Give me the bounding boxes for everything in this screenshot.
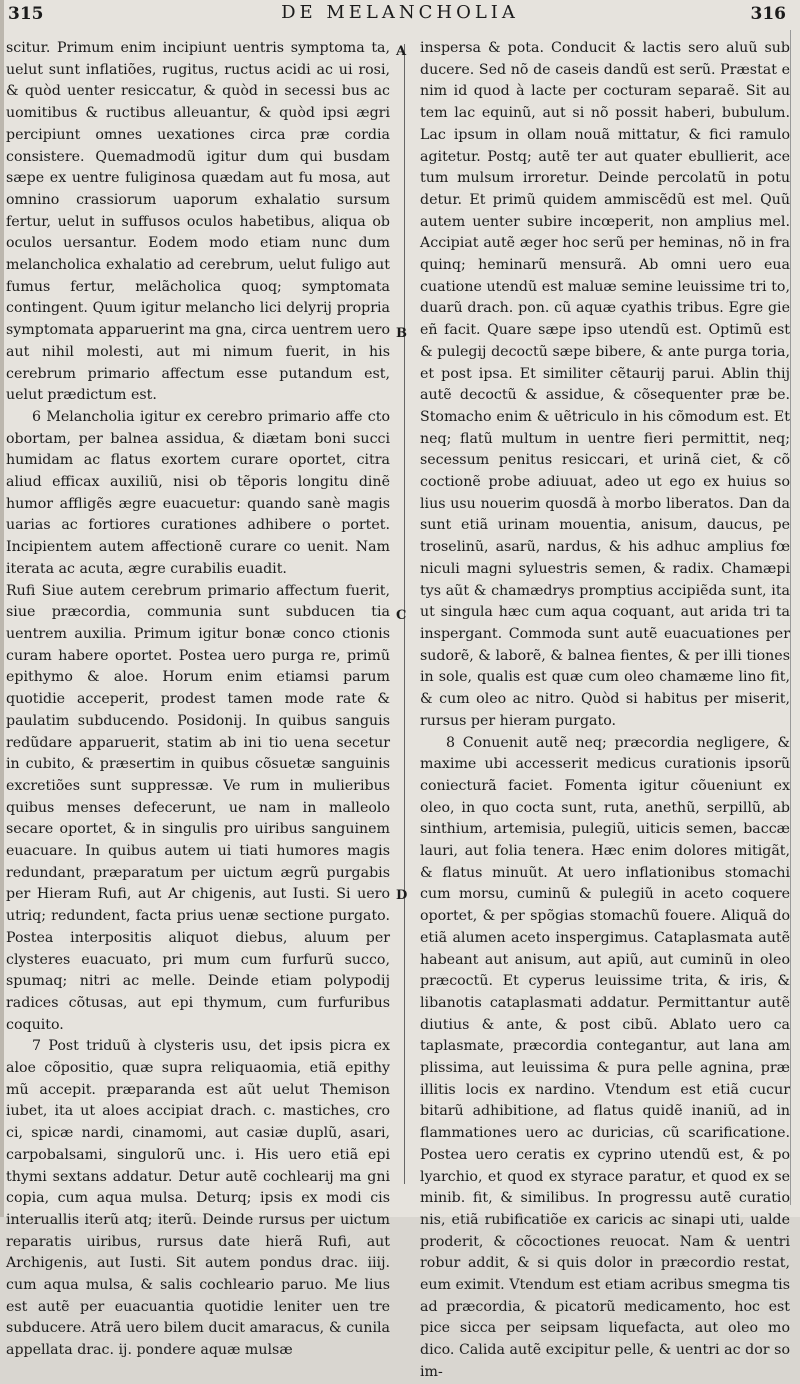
page-header bbox=[0, 0, 800, 34]
paragraph: Rufi Siue autem cerebrum primario affectum fuerit, siue præcordia, communia sunt subducen tia uentrem auxilia. Primum igitur bonæ conco ctionis curam habere oportet. Postea uero purga re, primũ epithymo & aloe. Horum enim etiamsi parum quotidie acceperit, prodest tamen mode rate & paulatim subducendo. Posidonij. In quibus sanguis redũdare apparuerit, statim ab ini tio uena secetur in cubito, & præsertim in quibus cõsuetæ sanguinis excretiões sunt suppressæ. Ve rum in mulieribus quibus menses defecerunt, ue nam in malleolo secare oportet, & in singulis pro uiribus sanguinem euacuare. In quibus autem ui tiati humores magis redundant, præparatum per uictum ægrũ purgabis per Hieram Rufi, aut Ar chigenis, aut Iusti. Si uero utriq; redundent, facta prius uenæ sectione purgato. Postea interpositis aliquot diebus, aluum per clysteres euacuato, pri mum cum furfurũ succo, spumaq; nitri ac melle. Deinde etiam polypodij radices cõtusas, aut epi thymum, cum furfuribus coquito. bbox=[6, 582, 390, 1033]
section-marker-d: D bbox=[396, 888, 408, 903]
right-page-number: 316 bbox=[750, 4, 786, 24]
paragraph: scitur. Primum enim incipiunt uentris symptoma ta, uelut sunt inflatiões, rugitus, ructus acidi ac ui rosi, & quòd uenter resiccatur, & quòd in secessi bus ac uomitibus & ructibus alleuantur, & quòd ipsi ægri percipiunt omnes uexationes circa præ cordia consistere. Quemadmodũ igitur dum qui busdam sæpe ex uentre fuliginosa quædam aut fu mosa, aut omnino crassiorum uaporum exhalatio sursum fertur, uelut in suffusos oculos habetibus, aliqua ob oculos uersantur. Eodem modo etiam nunc dum melancholica exhalatio ad cerebrum, uelut fuligo aut fumus fertur, melãcholica quoq; symptomata contingent. Quum igitur melancho lici delyrij propria symptomata apparuerint ma gna, circa uentrem uero aut nihil molesti, aut mi nimum fuerit, in his cerebrum primario affectum esse putandum est, uelut prædictum est. bbox=[6, 40, 390, 404]
left-page-number: 315 bbox=[8, 4, 44, 24]
running-title: DE MELANCHOLIA bbox=[281, 2, 519, 23]
binding-gutter bbox=[0, 0, 4, 1217]
paragraph: inspersa & pota. Conducit & lactis sero aluũ sub ducere. Sed nõ de caseis dandũ est serũ. Præstat e nim id quod à lacte per cocturam separaẽ. Sit au tem lac equinũ, aut si nõ possit haberi, bubulum. Lac ipsum in ollam nouã mittatur, & fici ramulo agitetur. Postq; autẽ ter aut quater ebullierit, ace tum mulsum irroretur. Deinde percolatũ in potu detur. Et primũ quidem ammiscẽdũ est mel. Quũ autem uenter subire incœperit, non amplius mel. Accipiat autẽ æger hoc serũ per heminas, nõ in fra quinq; heminarũ mensurã. Ab omni uero eua cuatione utendũ est maluæ semine leuissime tri to, duarũ drach. pon. cũ aquæ cyathis tribus. Egre gie eñ facit. Quare sæpe ipso utendũ est. Optimũ est & pulegij decoctũ sæpe bibere, & ante purga toria, et post ipsa. Et similiter cẽtaurij parui. Ablin thij autẽ decoctũ & assidue, & cõsequenter præ be. Stomacho enim & uẽtriculo in his cõmodum est. Et neq; flatũ multum in uentre fieri permittit, neq; secessum penitus resiccari, et urinã ciet, & cõ coctionẽ probe adiuuat, adeo ut ego ex huius so lius usu nouerim quosdã à morbo liberatos. Dan da sunt etiã urinam mouentia, anisum, daucus, pe troselinũ, asarũ, nardus, & his adhuc amplius fœ niculi magni syluestris semen, & radix. Chamæpi tys aũt & chamædrys promptius accipiẽda sunt, ita ut singula hæc cum aqua coquant, aut arida tri ta inspergant. Commoda sunt autẽ euacuationes per sudorẽ, & laborẽ, & balnea fientes, & per illi tiones in sole, qualis est quæ cum oleo chamæme lino fit, & cum oleo ac nitro. Quòd si habitus per miserit, rursus per hieram purgato. bbox=[420, 40, 790, 729]
paragraph: 6 Melancholia igitur ex cerebro primario affe cto obortam, per balnea assidua, & diætam boni succi humidam ac flatus exortem curare oportet, citra aliud efficax auxiliũ, nisi ob tẽporis longitu dinẽ humor affligẽs ægre euacuetur: quando sanè magis uarias ac fortiores curationes adhibere o portet. Incipientem autem affectionẽ curare co uenit. Nam iterata ac acuta, ægre curabilis euadit. bbox=[6, 408, 390, 577]
section-marker-a: A bbox=[396, 44, 407, 59]
paragraph: 7 Post triduũ à clysteris usu, det ipsis picra ex aloe cõpositio, quæ supra reliquaomia, etiã epithy mũ accepit. præparanda est aũt uelut Themison iubet, ita ut aloes accipiat drach. c. mastiches, cro ci, spicæ nardi, cinamomi, aut casiæ duplũ, asari, carpobalsami, singulorũ unc. i. His uero etiã epi thymi sextans addatur. Detur autẽ cochlearij ma gni copia, cum aqua mulsa. Deturq; ipsis ex modi cis interuallis iterũ atq; iterũ. Deinde rursus per uictum reparatis uiribus, rursus date hierã Rufi, aut Archigenis, aut Iusti. Sit autem pondus drac. iiij. cum aqua mulsa, & salis cochleario paruo. Me lius est autẽ per euacuantia quotidie leniter uen tre subducere. Atrã uero bilem ducit amaracus, & cunila appellata drac. ij. pondere aquæ mulsæ bbox=[6, 1038, 390, 1359]
section-marker-c: C bbox=[396, 608, 407, 623]
section-marker-b: B bbox=[396, 326, 407, 341]
paragraph: 8 Conuenit autẽ neq; præcordia negligere, & maxime ubi accesserit medicus curationis ipsorũ coniecturã faciet. Fomenta igitur cõueniunt ex oleo, in quo cocta sunt, ruta, anethũ, serpillũ, ab sinthium, artemisia, pulegiũ, uiticis semen, baccæ lauri, aut folia tenera. Hæc enim dolores mitigãt, & flatus minuũt. At uero inflationibus stomachi cum morsu, cuminũ & pulegiũ in aceto coquere oportet, & per spõgias stomachũ fouere. Aliquã do etiã alumen aceto inspergimus. Cataplasmata autẽ habeant aut anisum, aut apiũ, aut cuminũ in oleo præcoctũ. Et cyperus leuissime trita, & iris, & libanotis cataplasmati addatur. Permittantur autẽ diutius & ante, & post cibũ. Ablato uero ca taplasmate, præcordia contegantur, aut lana am plissima, aut leuissima & pura pelle agnina, præ illitis locis ex nardino. Vtendum est etiã cucur bitarũ adhibitione, ad flatus quidẽ inaniũ, ad in flammationes uero ac duricias, cũ scarificatione. Postea uero ceratis ex cyprino utendũ est, & po lyarchio, et quod ex styrace paratur, et quod ex se minib. fit, & similibus. In progressu autẽ curatio nis, etiã rubificatiõe ex caricis ac sinapi uti, ualde proderit, & cõcoctiones reuocat. Nam & uentri robur addit, & si quis dolor in præcordio restat, eum eximit. Vtendum est etiam acribus smegma tis ad præcordia, & picatorũ medicamento, hoc est pice sicca per seipsam liquefacta, aut oleo mo dico. Calida autẽ excipitur pelle, & uentri ac dor so im- bbox=[420, 734, 790, 1380]
right-text-column bbox=[420, 38, 790, 1380]
page-edge-rule bbox=[790, 30, 791, 1205]
left-text-column bbox=[6, 38, 390, 1359]
